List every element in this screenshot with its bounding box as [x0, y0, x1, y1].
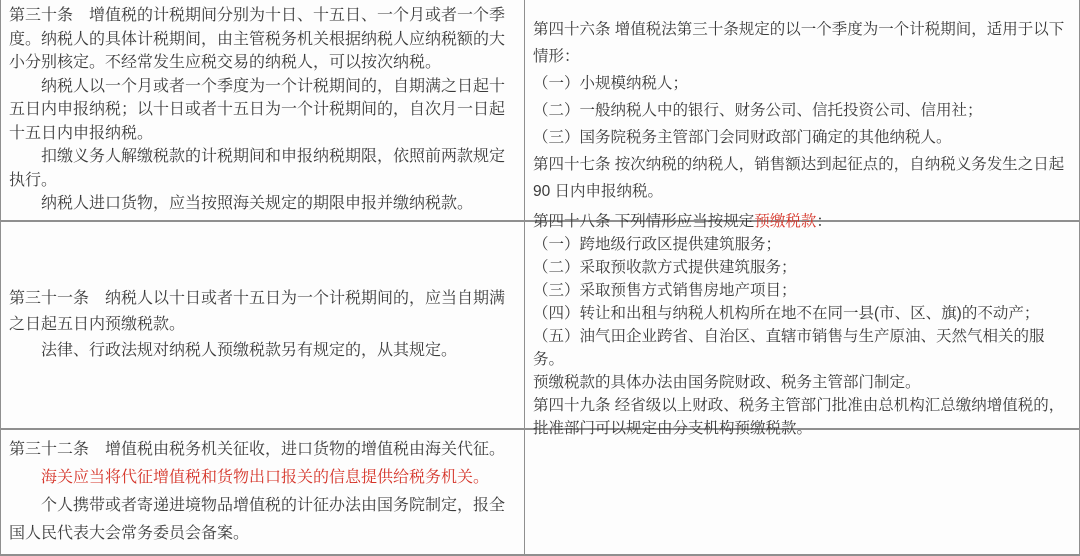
statute-paragraph — [533, 97, 1071, 124]
text-segment: 纳税人进口货物，应当按照海关规定的期限申报并缴纳税款。 — [9, 195, 474, 212]
text-segment: 第四十九条 经省级以上财政、税务主管部门批准由总机构汇总缴纳增值税的，批准部门可以规定由分支机构预缴税款。 — [533, 397, 1065, 437]
text-segment: 第四十七条 按次纳税的纳税人，销售额达到起征点的，自纳税义务发生之日起90 日内申报纳税。 — [533, 155, 1065, 200]
text-segment: （一）跨地级行政区提供建筑服务； — [533, 236, 782, 253]
text-segment: （一）小规模纳税人； — [533, 74, 689, 92]
statute-paragraph — [533, 302, 1071, 325]
statute-paragraph — [533, 210, 1071, 233]
text-segment: （三）采取预售方式销售房地产项目； — [533, 282, 797, 299]
text-segment: （五）油气田企业跨省、自治区、直辖市销售与生产原油、天然气相关的服务。 — [533, 328, 1045, 368]
text-segment: 纳税人以一个月或者一个季度为一个计税期间的，自期满之日起十五日内申报纳税；以十日或者十五日为一个计税期间的，自次月一日起十五日内申报纳税。 — [9, 77, 506, 142]
statute-paragraph — [9, 492, 516, 548]
statute-paragraph — [533, 279, 1071, 302]
statute-paragraph — [533, 371, 1071, 394]
statute-paragraph — [533, 233, 1071, 256]
cell-article-48-49 — [525, 213, 1079, 437]
text-segment — [9, 469, 41, 486]
statute-paragraph — [9, 4, 516, 75]
statute-paragraph — [9, 145, 516, 192]
cell-article-30 — [1, 0, 525, 222]
statute-paragraph — [9, 75, 516, 146]
text-segment: 第四十六条 增值税法第三十条规定的以一个季度为一个计税期间，适用于以下情形： — [533, 20, 1065, 65]
highlighted-text: 预缴税款 — [754, 213, 817, 230]
text-segment: （四）转让和出租与纳税人机构所在地不在同一县(市、区、旗)的不动产； — [533, 305, 1040, 322]
cell-article-32 — [1, 430, 525, 554]
statute-paragraph — [533, 16, 1071, 70]
text-segment: ： — [816, 213, 832, 230]
text-segment: （三）国务院税务主管部门会同财政部门确定的其他纳税人。 — [533, 128, 952, 146]
statute-paragraph — [533, 256, 1071, 279]
statute-paragraph — [9, 436, 516, 464]
highlighted-text: 海关应当将代征增值税和货物出口报关的信息提供给税务机关。 — [41, 469, 490, 486]
cell-article-31 — [1, 222, 525, 430]
text-segment: 扣缴义务人解缴税款的计税期间和申报纳税期限，依照前两款规定执行。 — [9, 148, 506, 189]
statute-paragraph — [9, 286, 516, 338]
text-segment: 第三十条 增值税的计税期间分别为十日、十五日、一个月或者一个季度。纳税人的具体计税期间，由主管税务机关根据纳税人应纳税额的大小分别核定。不经常发生应税交易的纳税人，可以按次纳税。 — [9, 7, 506, 71]
statute-paragraph — [9, 464, 516, 492]
text-segment: （二）一般纳税人中的银行、财务公司、信托投资公司、信用社； — [533, 101, 983, 119]
statute-paragraph — [533, 325, 1071, 371]
statute-paragraph — [533, 124, 1071, 151]
text-segment: 法律、行政法规对纳税人预缴税款另有规定的，从其规定。 — [9, 342, 458, 359]
cell-article-46-47 — [525, 0, 1079, 222]
text-segment: 第三十一条 纳税人以十日或者十五日为一个计税期间的，应当自期满之日起五日内预缴税款。 — [9, 290, 506, 333]
text-segment: 第四十八条 下列情形应当按规定 — [533, 213, 755, 230]
text-segment: 第三十二条 增值税由税务机关征收，进口货物的增值税由海关代征。 — [9, 441, 506, 458]
statute-paragraph — [9, 192, 516, 216]
text-segment: 个人携带或者寄递进境物品增值税的计征办法由国务院制定，报全国人民代表大会常务委员会备案。 — [9, 497, 506, 542]
text-segment: 预缴税款的具体办法由国务院财政、税务主管部门制定。 — [533, 374, 921, 391]
statute-paragraph — [9, 338, 516, 364]
text-segment: （二）采取预收款方式提供建筑服务； — [533, 259, 797, 276]
cell-empty — [525, 430, 1079, 554]
statute-paragraph — [533, 151, 1071, 205]
statute-paragraph — [533, 70, 1071, 97]
